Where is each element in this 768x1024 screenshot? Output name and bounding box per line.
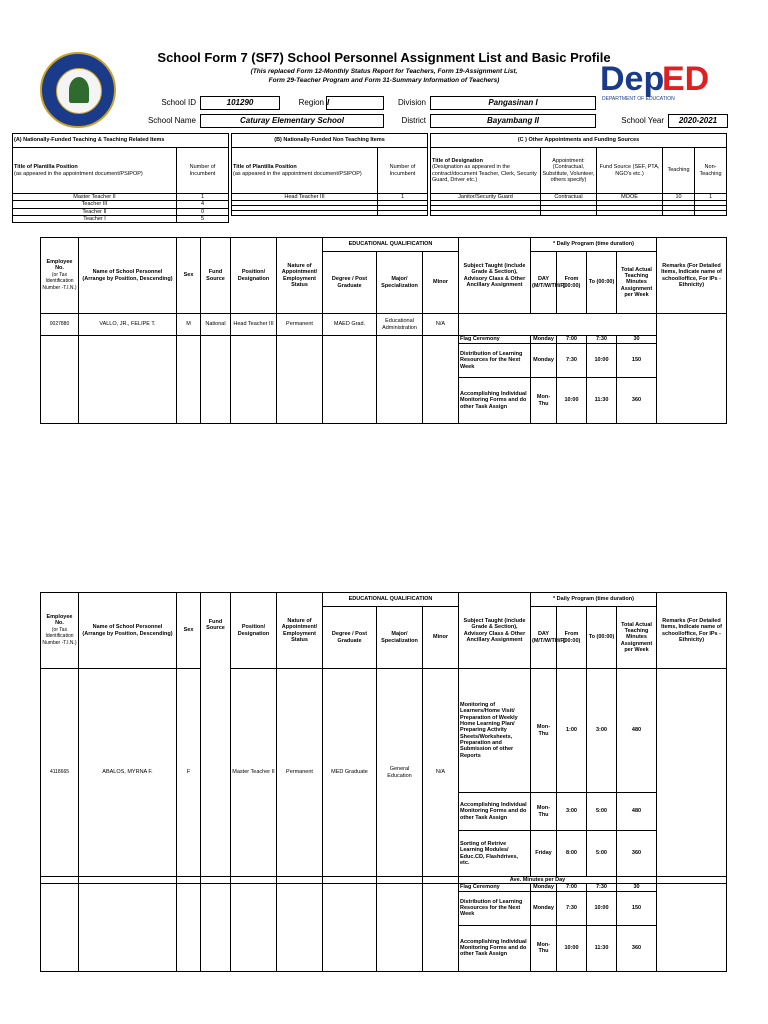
name-header: Name of School Personnel (92, 269, 163, 276)
total-header: Total Actual Teaching Minutes Assignment per Week (617, 252, 657, 314)
schedule-subject: Accomplishing Individual Monitoring Forms and do other Task Assign (459, 925, 531, 971)
a-row-num: 5 (177, 215, 229, 222)
summary-b-title: (B) Nationally-Funded Non Teaching Items (232, 134, 428, 148)
c-row-title: Janitor/Security Guard (431, 194, 541, 201)
emp-no: 0027880 (41, 314, 79, 336)
a-row-title: Master Teacher II (13, 194, 177, 201)
fund-source-header: Fund Source (SEF, PTA, NGO's etc.) (597, 148, 663, 194)
personnel-minor: N/A (423, 314, 459, 336)
school-name-label: School Name (147, 116, 196, 125)
personnel-degree: MAED Grad. (323, 314, 377, 336)
schedule-total: 360 (617, 925, 657, 971)
table-row (41, 314, 727, 336)
school-year-field[interactable]: 2020-2021 (668, 114, 728, 128)
schedule-day: Monday (531, 336, 557, 344)
schedule-subject: Accomplishing Individual Monitoring Forms and do other Task Assign (459, 378, 531, 424)
division-label: Division (397, 98, 426, 107)
svg-text:Dep: Dep (600, 60, 665, 98)
schedule-subject: Sorting of Retrive Learning Modules/ Educ.CD, Flashdrives, etc. (459, 831, 531, 877)
schedule-total: 480 (617, 793, 657, 831)
remarks-header: Remarks (For Detailed Items, Indicate name of school/office, For IPs -Ethnicity) (657, 238, 727, 314)
plantilla-header-b: Title of Plantilla Position (233, 164, 297, 171)
name-sub: (Arrange by Position, Descending) (82, 630, 173, 637)
personnel-sex: F (177, 669, 201, 877)
summary-table-b (231, 133, 428, 216)
schedule-subject: Accomplishing Individual Monitoring Forms and do other Task Assign (459, 793, 531, 831)
schedule-subject: Distribution of Learning Resources for the Next Week (459, 344, 531, 378)
teaching-header: Teaching (663, 148, 695, 194)
employee-no-header: Employee No. (46, 259, 73, 272)
svg-text:ED: ED (662, 60, 710, 98)
day-header: DAY (M/T/W/TH/F) (531, 607, 557, 669)
schedule-day: Monday (531, 344, 557, 378)
major-header: Major/ Specialization (377, 607, 423, 669)
personnel-degree: MED Graduate (323, 669, 377, 877)
division-field[interactable]: Pangasinan I (430, 96, 596, 110)
daily-header: * Daily Program (time duration) (531, 593, 657, 607)
ave-minutes-label: Ave. Minutes per Day (459, 877, 617, 884)
school-id-field[interactable]: 101290 (200, 96, 280, 110)
schedule-row (41, 884, 727, 891)
form-subtitle-2: Form 29-Teacher Program and Form 31-Summary Information of Teachers) (268, 77, 500, 84)
c-row-non-teaching: 1 (695, 194, 727, 201)
schedule-from: 10:00 (557, 378, 587, 424)
schedule-total: 150 (617, 344, 657, 378)
schedule-day: Mon-Thu (531, 925, 557, 971)
fund-header: Fund Source (201, 593, 231, 877)
personnel-fund: National (201, 314, 231, 336)
summary-table-a (12, 133, 229, 223)
schedule-subject: Monitoring of Learners/Home Visit/ Preparation of Weekly Home Learning Plan/ Preparing Activity Sheets/Worksheets, Preparation and Submission of other Reports (459, 669, 531, 793)
nature-header: Nature of Appointment/ Employment Status (277, 238, 323, 314)
schedule-to: 7:30 (587, 336, 617, 344)
schedule-day: Friday (531, 831, 557, 877)
incumbent-header: Number of Incumbent (177, 148, 229, 194)
a-row-num: 0 (177, 208, 229, 215)
schedule-from: 1:00 (557, 669, 587, 793)
position-header: Position/ Designation (231, 593, 277, 669)
personnel-name: ABALOS, MYRNA F. (79, 669, 177, 877)
c-row-appointment: Contractual (541, 194, 597, 201)
schedule-to: 3:00 (587, 669, 617, 793)
district-label: District (401, 116, 426, 125)
subject-header: Subject Taught (include Grade & Section), Advisory Class & Other Ancillary Assignment (459, 238, 531, 314)
to-header: To (00:00) (587, 607, 617, 669)
schedule-from: 10:00 (557, 925, 587, 971)
name-header: Name of School Personnel (92, 624, 163, 631)
a-row-num: 4 (177, 201, 229, 208)
personnel-sex: M (177, 314, 201, 336)
schedule-day: Mon-Thu (531, 793, 557, 831)
subject-header: Subject Taught (include Grade & Section), Advisory Class & Other Ancillary Assignment (459, 593, 531, 669)
svg-text:DEPARTMENT OF EDUCATION: DEPARTMENT OF EDUCATION (602, 96, 675, 102)
schedule-total: 360 (617, 831, 657, 877)
degree-header: Degree / Post Graduate (323, 607, 377, 669)
major-header: Major/ Specialization (377, 252, 423, 314)
schedule-row (41, 669, 727, 793)
designation-header: Title of Designation (432, 157, 483, 164)
plantilla-sub-b: (as appeared in the appointment document/PSIPOP) (233, 170, 362, 177)
schedule-day: Monday (531, 891, 557, 925)
emp-no: 4118665 (41, 669, 79, 877)
from-header: From (00:00) (557, 252, 587, 314)
personnel-position: Head Teacher III (231, 314, 277, 336)
school-name-field[interactable]: Caturay Elementary School (200, 114, 384, 128)
schedule-subject: Flag Ceremony (459, 884, 531, 891)
personnel-nature: Permanent (277, 669, 323, 877)
educ-header: EDUCATIONAL QUALIFICATION (323, 593, 459, 607)
personnel-table-1 (40, 237, 727, 424)
appointment-header: Appointment: (Contractual, Substitute, Volunteer, others specify) (541, 148, 597, 194)
schedule-to: 10:00 (587, 891, 617, 925)
schedule-from: 3:00 (557, 793, 587, 831)
form-subtitle-1: (This replaced Form 12-Monthly Status Report for Teachers, Form 19-Assignment List, (250, 68, 518, 75)
degree-header: Degree / Post Graduate (323, 252, 377, 314)
schedule-from: 8:00 (557, 831, 587, 877)
schedule-day: Mon-Thu (531, 378, 557, 424)
a-row-title: Teacher I (13, 215, 177, 222)
a-row-title: Teacher III (13, 201, 177, 208)
schedule-total: 150 (617, 891, 657, 925)
personnel-major: Educational Administration (377, 314, 423, 336)
region-label: Region (298, 98, 324, 107)
schedule-row (41, 336, 727, 344)
non-teaching-header: Non-Teaching (695, 148, 727, 194)
schedule-to: 11:30 (587, 378, 617, 424)
plantilla-sub: (as appeared in the appointment document/PSIPOP) (14, 170, 143, 177)
summary-a-title: (A) Nationally-Funded Teaching & Teaching Related Items (13, 134, 229, 148)
from-header: From (00:00) (557, 607, 587, 669)
schedule-total: 30 (617, 336, 657, 344)
total-header: Total Actual Teaching Minutes Assignment per Week (617, 607, 657, 669)
personnel-table-2 (40, 592, 727, 972)
personnel-nature: Permanent (277, 314, 323, 336)
deped-logo (600, 58, 720, 102)
b-row-num: 1 (378, 194, 428, 201)
plantilla-header: Title of Plantilla Position (14, 164, 78, 171)
schedule-to: 7:30 (587, 884, 617, 891)
schedule-day: Mon-Thu (531, 669, 557, 793)
a-row-title: Teacher II (13, 208, 177, 215)
educ-header: EDUCATIONAL QUALIFICATION (323, 238, 459, 252)
school-year-label: School Year (621, 116, 664, 125)
nature-header: Nature of Appointment/ Employment Status (277, 593, 323, 669)
schedule-total: 360 (617, 378, 657, 424)
c-row-teaching: 10 (663, 194, 695, 201)
summary-c-title: (C ) Other Appointments and Funding Sources (431, 134, 727, 148)
schedule-subject: Distribution of Learning Resources for the Next Week (459, 891, 531, 925)
day-header: DAY (M/T/W/TH/F) (531, 252, 557, 314)
schedule-total: 480 (617, 669, 657, 793)
schedule-to: 11:30 (587, 925, 617, 971)
sex-header: Sex (177, 238, 201, 314)
remarks-header: Remarks (For Detailed Items, Indicate name of school/office, For IPs -Ethnicity) (657, 593, 727, 669)
name-sub: (Arrange by Position, Descending) (82, 275, 173, 282)
personnel-position: Master Teacher II (231, 669, 277, 877)
daily-header: * Daily Program (time duration) (531, 238, 657, 252)
employee-no-sub: (or Tax Identification Number -T.I.N.) (42, 271, 77, 292)
school-id-label: School ID (161, 98, 196, 107)
schedule-day: Monday (531, 884, 557, 891)
schedule-from: 7:30 (557, 891, 587, 925)
fund-header: Fund Source (201, 238, 231, 314)
summary-table-c (430, 133, 727, 216)
schedule-to: 10:00 (587, 344, 617, 378)
employee-no-header: Employee No. (46, 614, 73, 627)
schedule-from: 7:00 (557, 884, 587, 891)
schedule-to: 5:00 (587, 793, 617, 831)
employee-no-sub: (or Tax Identification Number -T.I.N.) (42, 626, 77, 647)
minor-header: Minor (423, 252, 459, 314)
designation-sub: (Designation as appeared in the contract/document Teacher, Clerk, Security Guard, Driver etc.) (432, 164, 537, 183)
a-row-num: 1 (177, 194, 229, 201)
to-header: To (00:00) (587, 252, 617, 314)
schedule-total: 30 (617, 884, 657, 891)
schedule-from: 7:00 (557, 336, 587, 344)
schedule-to: 5:00 (587, 831, 617, 877)
b-row-title: Head Teacher III (232, 194, 378, 201)
schedule-subject: Flag Ceremony (459, 336, 531, 344)
minor-header: Minor (423, 607, 459, 669)
region-field[interactable]: I (326, 96, 384, 110)
position-header: Position/ Designation (231, 238, 277, 314)
personnel-minor: N/A (423, 669, 459, 877)
personnel-major: General Education (377, 669, 423, 877)
personnel-name: VALLO, JR., FELIPE T. (79, 314, 177, 336)
c-row-fund: MOOE (597, 194, 663, 201)
form-title: School Form 7 (SF7) School Personnel Assignment List and Basic Profile (157, 50, 611, 65)
schedule-from: 7:30 (557, 344, 587, 378)
incumbent-header-b: Number of Incumbent (378, 148, 428, 194)
district-field[interactable]: Bayambang II (430, 114, 596, 128)
sex-header: Sex (177, 593, 201, 669)
